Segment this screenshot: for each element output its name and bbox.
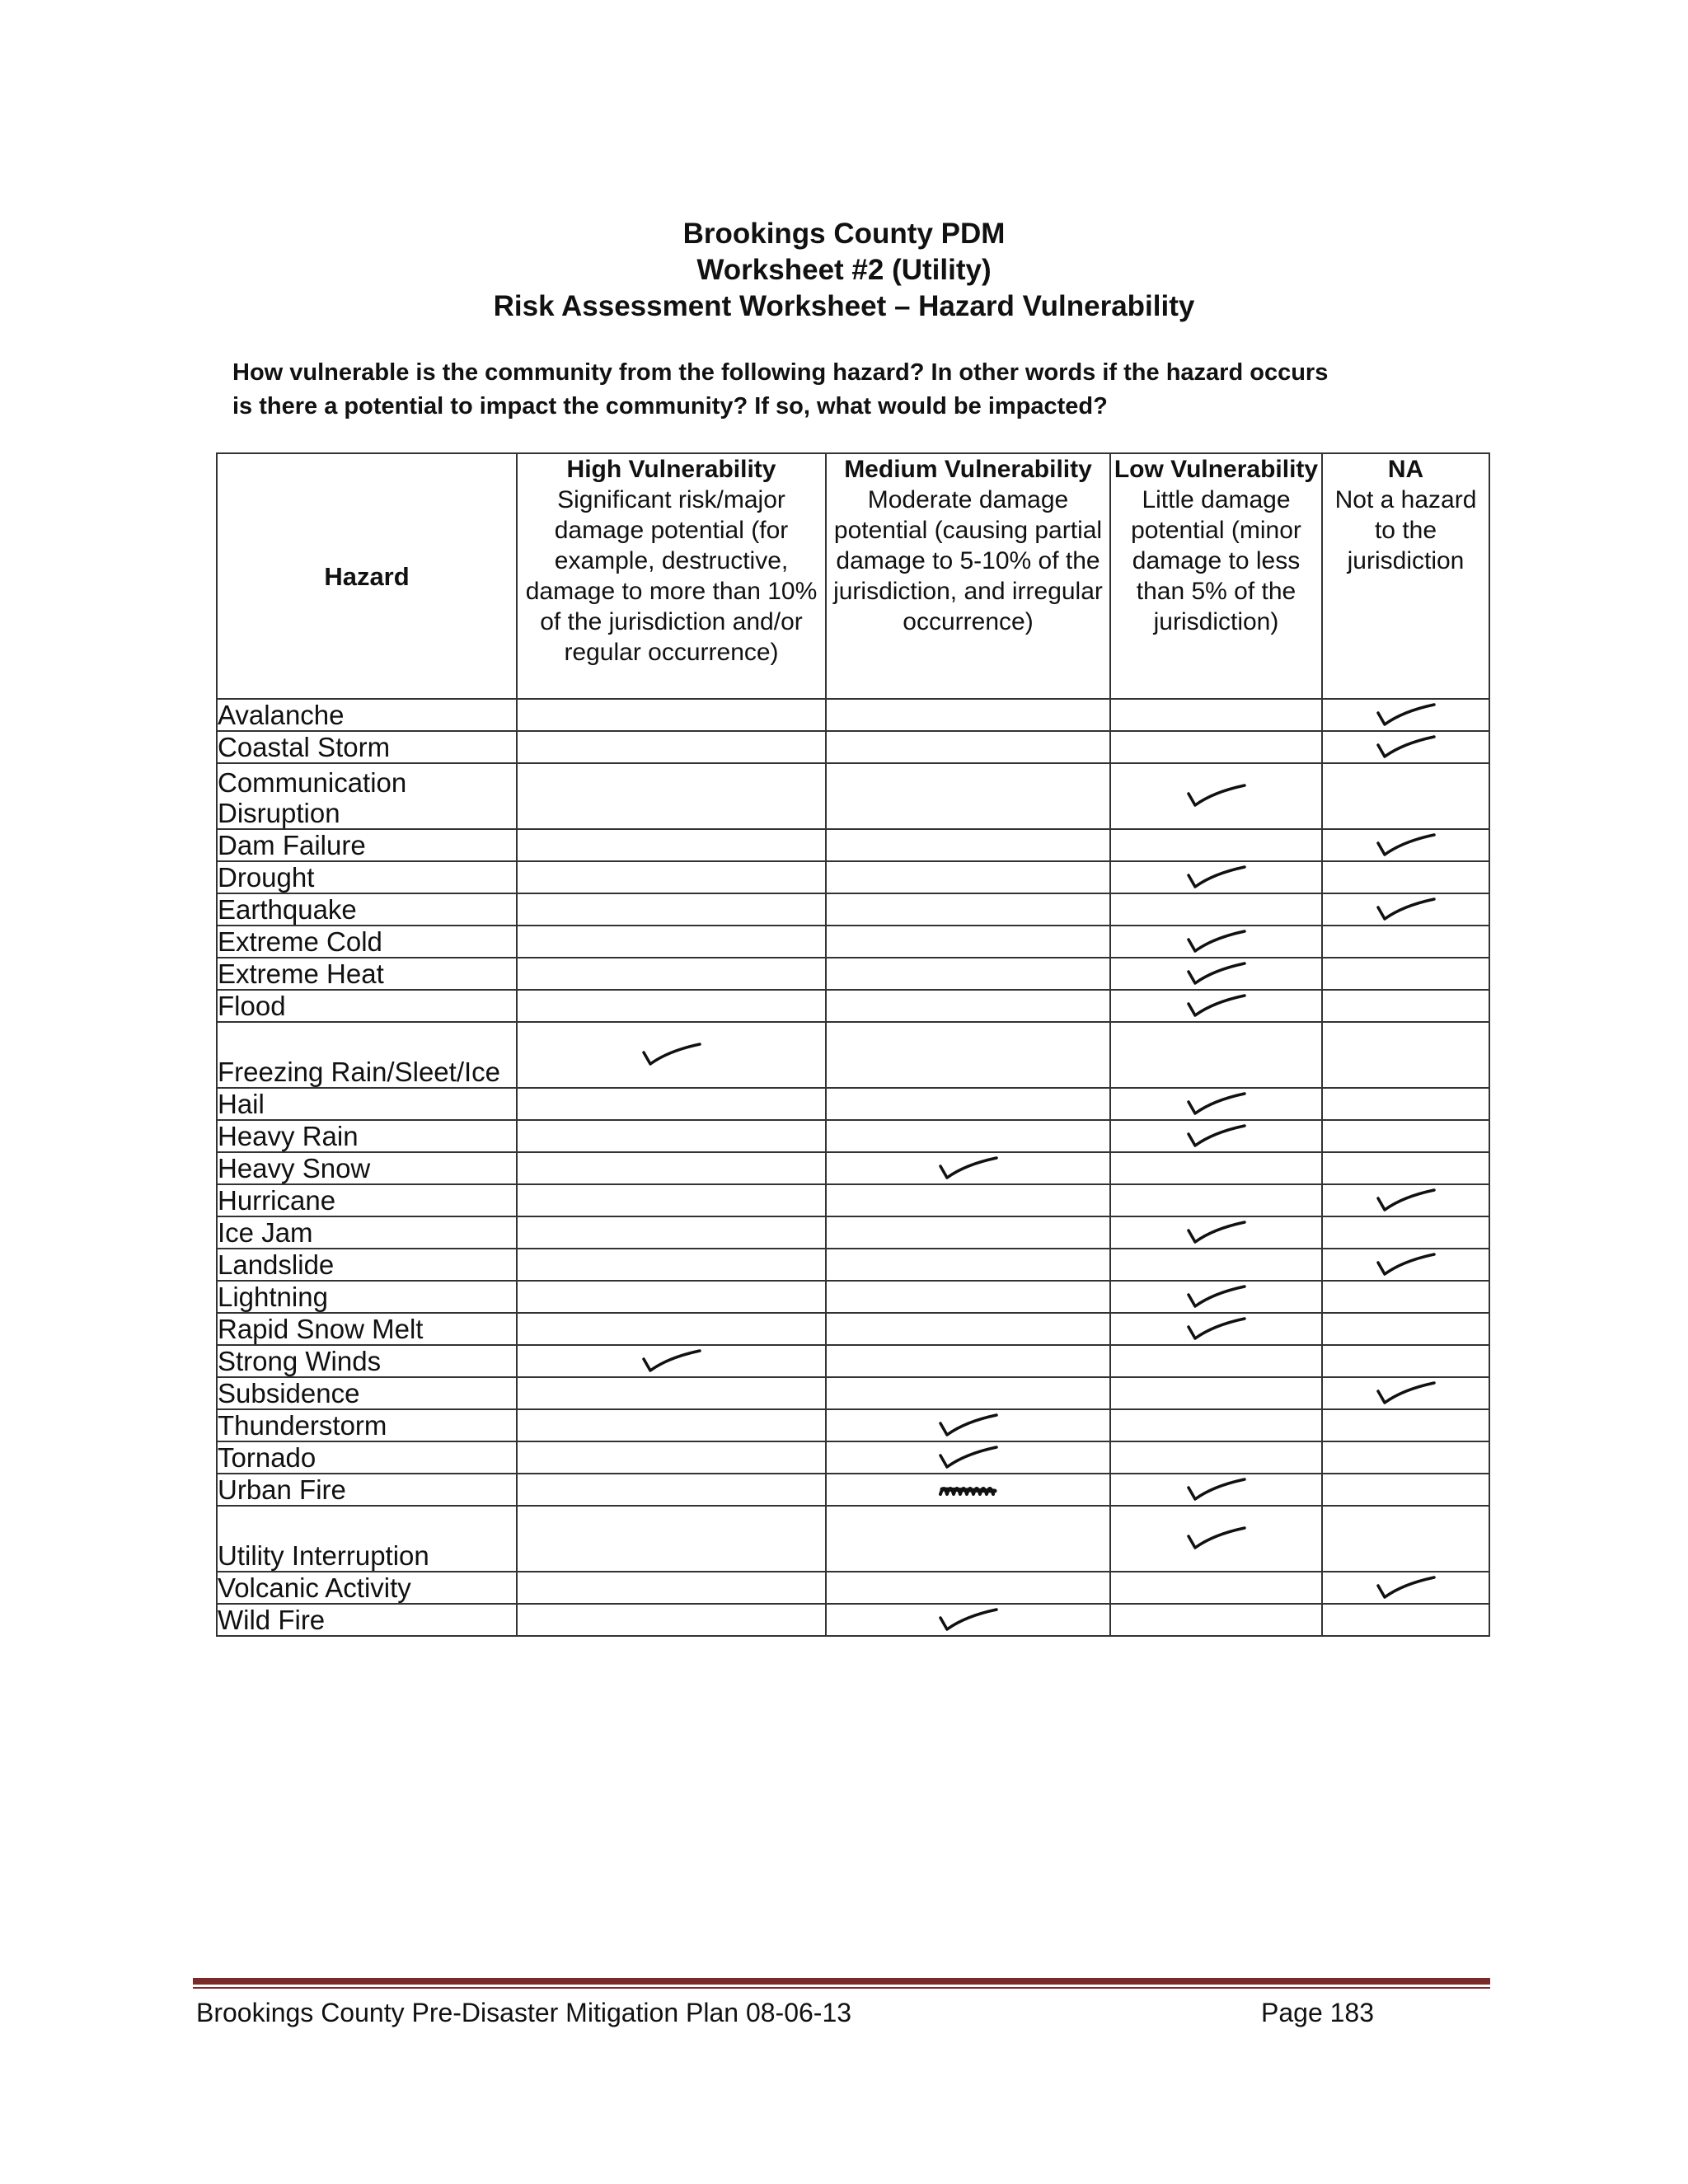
- rating-cell-medium: [826, 1506, 1110, 1572]
- hazard-name: Subsidence: [217, 1377, 517, 1409]
- rating-cell-medium: [826, 1345, 1110, 1377]
- column-description: Significant risk/major damage potential (for example, destructive, damage to more than 10% of the jurisdiction and/or regular occurrence): [525, 486, 818, 666]
- column-description: Little damage potential (minor damage to less than 5% of the jurisdiction): [1131, 486, 1301, 635]
- rating-cell-na: [1322, 1345, 1489, 1377]
- checkmark-icon: [1185, 782, 1248, 810]
- table-row: [217, 1604, 1489, 1636]
- rating-cell-low: [1110, 893, 1322, 926]
- question-line-1: How vulnerable is the community from the following hazard? In other words if the hazard occurs: [232, 359, 1329, 386]
- table-row: [217, 699, 1489, 731]
- rating-cell-na: [1322, 829, 1489, 861]
- rating-cell-medium: [826, 926, 1110, 958]
- hazard-name: Lightning: [217, 1281, 517, 1313]
- rating-cell-high: [517, 893, 826, 926]
- checkmark-icon: [1185, 992, 1248, 1020]
- rating-cell-na: [1322, 1120, 1489, 1152]
- vulnerability-table: [216, 452, 1490, 1637]
- rating-cell-high: [517, 1184, 826, 1216]
- rating-cell-high: [517, 1345, 826, 1377]
- rating-cell-low: [1110, 1474, 1322, 1506]
- rating-cell-na: [1322, 1604, 1489, 1636]
- rating-cell-medium: [826, 699, 1110, 731]
- question-line-2: is there a potential to impact the community? If so, what would be impacted?: [232, 393, 1108, 419]
- checkmark-icon: [1375, 832, 1437, 860]
- rating-cell-medium: [826, 1604, 1110, 1636]
- rating-cell-high: [517, 861, 826, 893]
- rating-cell-low: [1110, 763, 1322, 829]
- rating-cell-high: [517, 731, 826, 763]
- checkmark-icon: [1185, 1219, 1248, 1247]
- rating-cell-high: [517, 1313, 826, 1345]
- rating-cell-na: [1322, 1022, 1489, 1088]
- rating-cell-na: [1322, 990, 1489, 1022]
- rating-cell-na: [1322, 1409, 1489, 1441]
- rating-cell-na: [1322, 861, 1489, 893]
- hazard-name: Landslide: [217, 1249, 517, 1281]
- rating-cell-na: [1322, 1474, 1489, 1506]
- rating-cell-medium: [826, 1377, 1110, 1409]
- rating-cell-medium: [826, 1281, 1110, 1313]
- hazard-name: Avalanche: [217, 699, 517, 731]
- column-title: Medium Vulnerability: [844, 456, 1092, 483]
- hazard-name: Heavy Snow: [217, 1152, 517, 1184]
- rating-cell-na: [1322, 1313, 1489, 1345]
- table-row: [217, 829, 1489, 861]
- rating-cell-high: [517, 1216, 826, 1249]
- rating-cell-medium: [826, 1313, 1110, 1345]
- table-row: [217, 1088, 1489, 1120]
- rating-cell-na: [1322, 1216, 1489, 1249]
- hazard-name: Communication Disruption: [217, 763, 517, 829]
- rating-cell-high: [517, 1474, 826, 1506]
- rating-cell-na: [1322, 1506, 1489, 1572]
- rating-cell-low: [1110, 1152, 1322, 1184]
- hazard-name: Tornado: [217, 1441, 517, 1474]
- high-vulnerability-header: [517, 453, 826, 699]
- rating-cell-high: [517, 926, 826, 958]
- rating-cell-low: [1110, 1120, 1322, 1152]
- checkmark-icon: [1375, 896, 1437, 924]
- hazard-name: Extreme Heat: [217, 958, 517, 990]
- hazard-name: Coastal Storm: [217, 731, 517, 763]
- table-row: [217, 1249, 1489, 1281]
- rating-cell-low: [1110, 1281, 1322, 1313]
- rating-cell-low: [1110, 731, 1322, 763]
- checkmark-icon: [937, 1412, 1000, 1440]
- rating-cell-low: [1110, 1409, 1322, 1441]
- rating-cell-high: [517, 699, 826, 731]
- checkmark-icon: [1185, 1122, 1248, 1151]
- rating-cell-high: [517, 1281, 826, 1313]
- rating-cell-low: [1110, 1572, 1322, 1604]
- rating-cell-high: [517, 1441, 826, 1474]
- rating-cell-low: [1110, 926, 1322, 958]
- rating-cell-low: [1110, 829, 1322, 861]
- footer-rule-thick: [193, 1978, 1490, 1985]
- rating-cell-high: [517, 1409, 826, 1441]
- hazard-name: Wild Fire: [217, 1604, 517, 1636]
- table-row: [217, 990, 1489, 1022]
- rating-cell-low: [1110, 699, 1322, 731]
- rating-cell-high: [517, 958, 826, 990]
- rating-cell-low: [1110, 1088, 1322, 1120]
- checkmark-icon: [1185, 1090, 1248, 1118]
- table-header-row: [217, 453, 1489, 699]
- checkmark-icon: [1185, 928, 1248, 956]
- rating-cell-high: [517, 829, 826, 861]
- column-description: Moderate damage potential (causing partial damage to 5-10% of the jurisdiction, and irregular occurrence): [833, 486, 1103, 635]
- table-row: [217, 958, 1489, 990]
- checkmark-icon: [937, 1606, 1000, 1634]
- rating-cell-high: [517, 1572, 826, 1604]
- rating-cell-low: [1110, 861, 1322, 893]
- rating-cell-na: [1322, 1088, 1489, 1120]
- checkmark-icon: [1185, 1476, 1248, 1504]
- rating-cell-medium: [826, 1474, 1110, 1506]
- rating-cell-na: [1322, 893, 1489, 926]
- table-row: [217, 1572, 1489, 1604]
- hazard-name: Drought: [217, 861, 517, 893]
- checkmark-icon: [1185, 960, 1248, 988]
- rating-cell-na: [1322, 1152, 1489, 1184]
- rating-cell-medium: [826, 1120, 1110, 1152]
- rating-cell-medium: [826, 1216, 1110, 1249]
- table-row: [217, 763, 1489, 829]
- table-row: [217, 1184, 1489, 1216]
- footer-rule-thin: [193, 1987, 1490, 1989]
- rating-cell-high: [517, 1022, 826, 1088]
- rating-cell-high: [517, 1377, 826, 1409]
- rating-cell-low: [1110, 1184, 1322, 1216]
- rating-cell-low: [1110, 1441, 1322, 1474]
- column-description: Not a hazard to the jurisdiction: [1334, 486, 1477, 574]
- hazard-name: Urban Fire: [217, 1474, 517, 1506]
- footer-page-number: Page 183: [1261, 1998, 1375, 2027]
- rating-cell-medium: [826, 861, 1110, 893]
- hazard-name: Rapid Snow Melt: [217, 1313, 517, 1345]
- checkmark-icon: [640, 1041, 703, 1069]
- rating-cell-high: [517, 990, 826, 1022]
- table-row: [217, 731, 1489, 763]
- checkmark-icon: [1375, 701, 1437, 729]
- low-vulnerability-header: [1110, 453, 1322, 699]
- rating-cell-low: [1110, 1377, 1322, 1409]
- column-title: Low Vulnerability: [1114, 456, 1319, 483]
- rating-cell-high: [517, 1249, 826, 1281]
- rating-cell-na: [1322, 926, 1489, 958]
- hazard-name: Utility Interruption: [217, 1506, 517, 1572]
- column-title: NA: [1387, 456, 1424, 483]
- checkmark-icon: [1185, 864, 1248, 892]
- rating-cell-medium: [826, 731, 1110, 763]
- table-row: [217, 1474, 1489, 1506]
- hazard-name: Strong Winds: [217, 1345, 517, 1377]
- rating-cell-low: [1110, 1249, 1322, 1281]
- table-row: [217, 893, 1489, 926]
- rating-cell-na: [1322, 1249, 1489, 1281]
- rating-cell-medium: [826, 1249, 1110, 1281]
- rating-cell-na: [1322, 958, 1489, 990]
- rating-cell-na: [1322, 1281, 1489, 1313]
- hazard-name: Flood: [217, 990, 517, 1022]
- title-line-2: Worksheet #2 (Utility): [696, 254, 992, 286]
- hazard-name: Thunderstorm: [217, 1409, 517, 1441]
- rating-cell-na: [1322, 1184, 1489, 1216]
- checkmark-icon: [937, 1155, 1000, 1183]
- rating-cell-low: [1110, 1313, 1322, 1345]
- table-row: [217, 1377, 1489, 1409]
- rating-cell-medium: [826, 1088, 1110, 1120]
- rating-cell-na: [1322, 731, 1489, 763]
- rating-cell-low: [1110, 958, 1322, 990]
- checkmark-icon: [1375, 1380, 1437, 1408]
- checkmark-icon: [1375, 733, 1437, 762]
- table-row: [217, 1313, 1489, 1345]
- na-header: [1322, 453, 1489, 699]
- rating-cell-medium: [826, 893, 1110, 926]
- checkmark-icon: [640, 1347, 703, 1376]
- hazard-name: Hail: [217, 1088, 517, 1120]
- rating-cell-high: [517, 1604, 826, 1636]
- rating-cell-low: [1110, 1506, 1322, 1572]
- table-body: [217, 699, 1489, 1636]
- column-title: High Vulnerability: [566, 456, 776, 483]
- title-line-1: Brookings County PDM: [682, 218, 1006, 250]
- rating-cell-medium: [826, 1152, 1110, 1184]
- rating-cell-na: [1322, 1441, 1489, 1474]
- table-row: [217, 1152, 1489, 1184]
- rating-cell-low: [1110, 1216, 1322, 1249]
- rating-cell-medium: [826, 1022, 1110, 1088]
- table-row: [217, 1022, 1489, 1088]
- rating-cell-low: [1110, 1022, 1322, 1088]
- table-row: [217, 1281, 1489, 1313]
- checkmark-icon: [1185, 1315, 1248, 1343]
- table-row: [217, 1120, 1489, 1152]
- rating-cell-medium: [826, 763, 1110, 829]
- hazard-name: Freezing Rain/Sleet/Ice: [217, 1022, 517, 1088]
- rating-cell-low: [1110, 990, 1322, 1022]
- rating-cell-high: [517, 1088, 826, 1120]
- rating-cell-medium: [826, 990, 1110, 1022]
- table-row: [217, 926, 1489, 958]
- hazard-name: Ice Jam: [217, 1216, 517, 1249]
- table-row: [217, 861, 1489, 893]
- checkmark-icon: [1375, 1251, 1437, 1279]
- hazard-column-header: Hazard: [217, 453, 517, 699]
- rating-cell-low: [1110, 1345, 1322, 1377]
- checkmark-icon: [1375, 1574, 1437, 1602]
- checkmark-icon: [1185, 1283, 1248, 1311]
- checkmark-icon: [937, 1444, 1000, 1472]
- scribble-icon: [937, 1476, 1000, 1504]
- rating-cell-low: [1110, 1604, 1322, 1636]
- table-row: [217, 1345, 1489, 1377]
- hazard-name: Dam Failure: [217, 829, 517, 861]
- hazard-name: Hurricane: [217, 1184, 517, 1216]
- hazard-name: Earthquake: [217, 893, 517, 926]
- rating-cell-medium: [826, 829, 1110, 861]
- checkmark-icon: [1375, 1187, 1437, 1215]
- rating-cell-medium: [826, 1572, 1110, 1604]
- title-line-3: Risk Assessment Worksheet – Hazard Vulnerability: [493, 290, 1195, 322]
- rating-cell-high: [517, 1152, 826, 1184]
- medium-vulnerability-header: [826, 453, 1110, 699]
- hazard-name: Extreme Cold: [217, 926, 517, 958]
- table-row: [217, 1216, 1489, 1249]
- rating-cell-na: [1322, 1377, 1489, 1409]
- rating-cell-high: [517, 1506, 826, 1572]
- worksheet-title: [0, 216, 1688, 325]
- table-row: [217, 1409, 1489, 1441]
- hazard-name: Heavy Rain: [217, 1120, 517, 1152]
- rating-cell-medium: [826, 1409, 1110, 1441]
- rating-cell-na: [1322, 763, 1489, 829]
- hazard-name: Volcanic Activity: [217, 1572, 517, 1604]
- rating-cell-medium: [826, 958, 1110, 990]
- rating-cell-na: [1322, 1572, 1489, 1604]
- rating-cell-high: [517, 1120, 826, 1152]
- table-row: [217, 1441, 1489, 1474]
- rating-cell-medium: [826, 1184, 1110, 1216]
- rating-cell-na: [1322, 699, 1489, 731]
- rating-cell-high: [517, 763, 826, 829]
- question-text: [232, 356, 1485, 424]
- checkmark-icon: [1185, 1525, 1248, 1553]
- rating-cell-medium: [826, 1441, 1110, 1474]
- footer-plan-title: Brookings County Pre-Disaster Mitigation Plan 08-06-13: [196, 1998, 852, 2027]
- table-row: [217, 1506, 1489, 1572]
